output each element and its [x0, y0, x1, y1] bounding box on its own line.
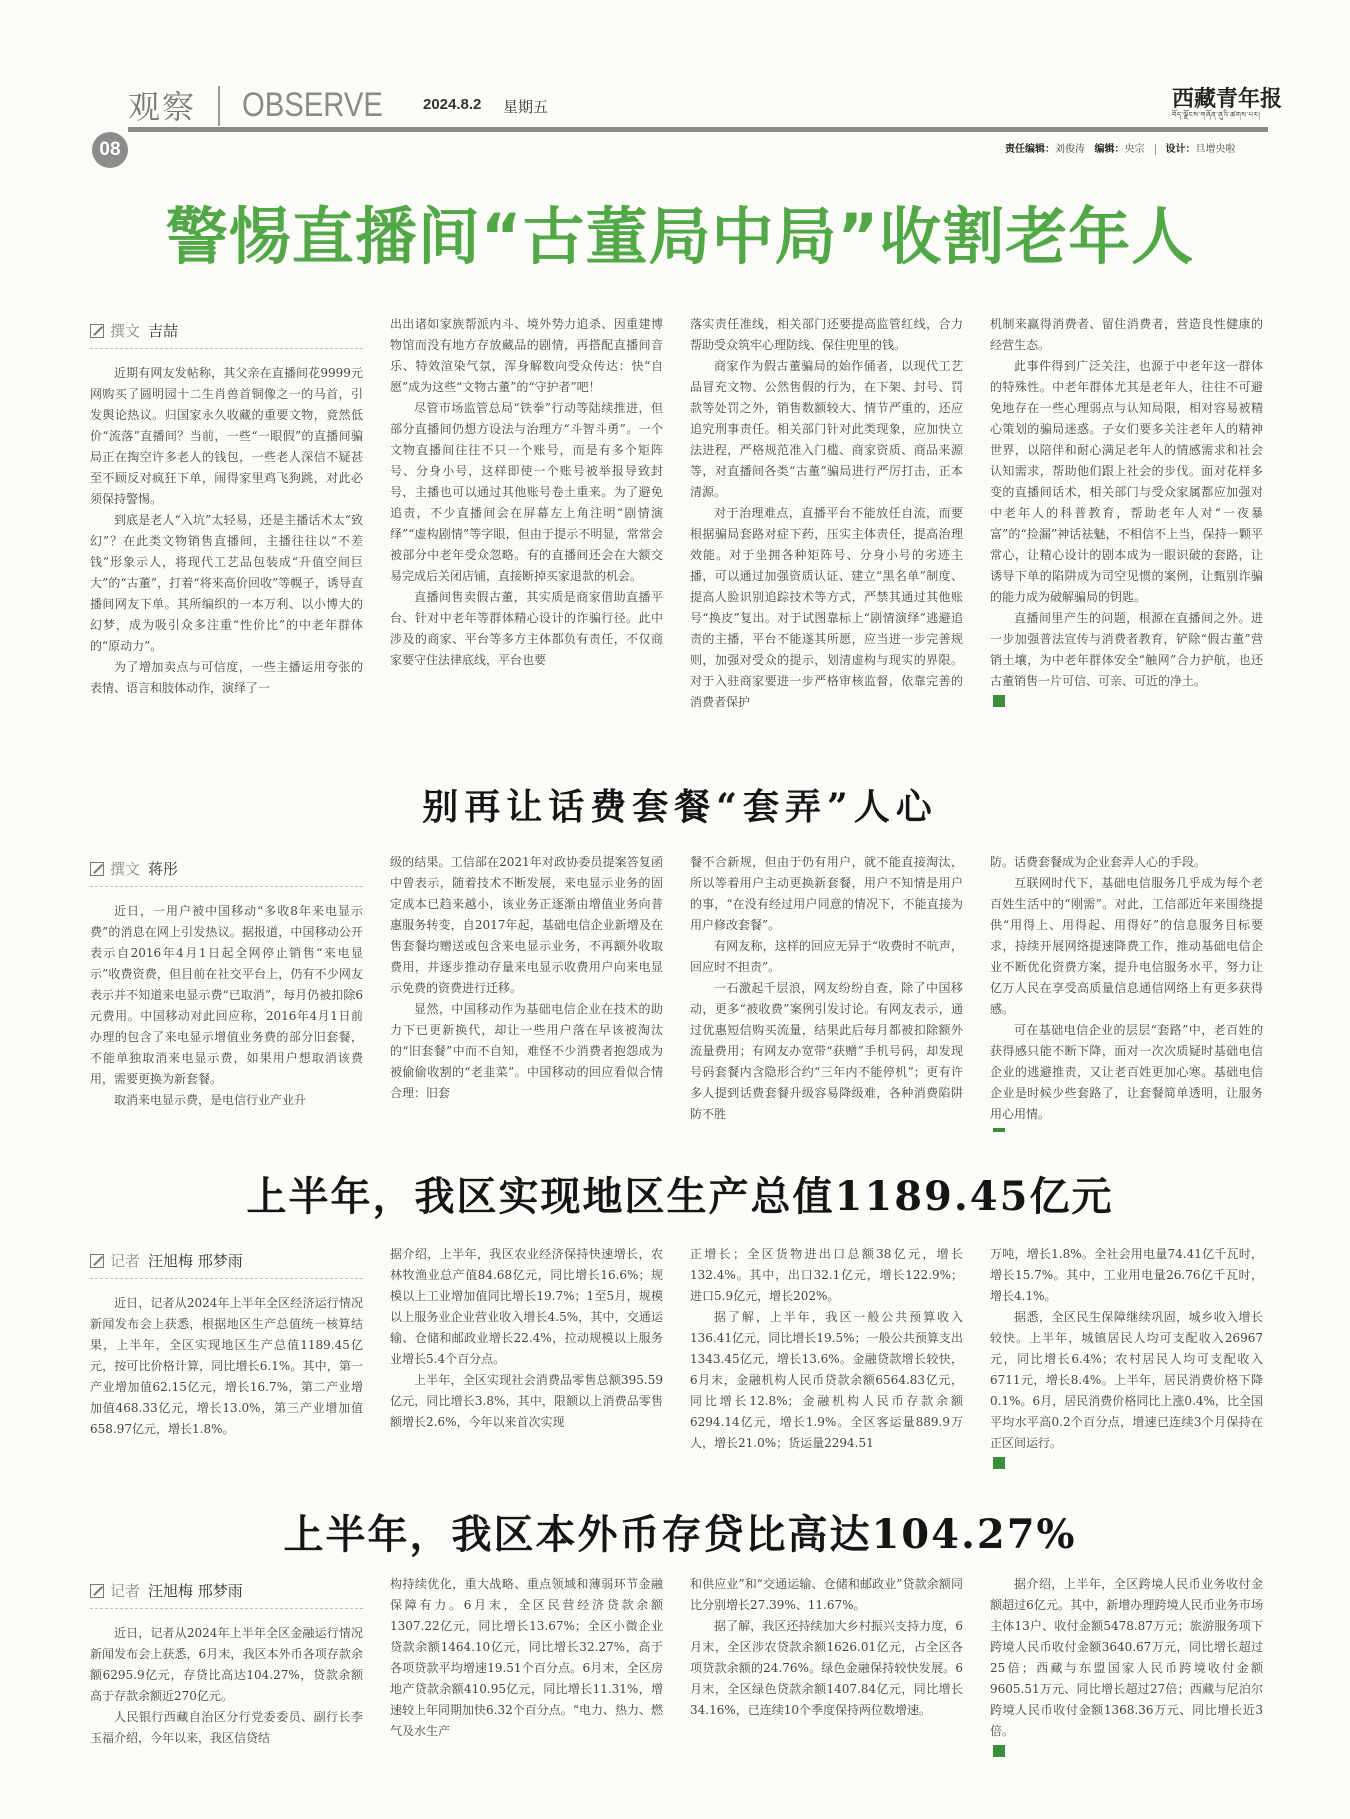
- paragraph: 出出诸如家族帮派内斗、境外势力追杀、因重建博物馆而没有地方存放藏品的剧情，再搭配直播间音乐、特效渲染气氛，浑身解数向受众传达：快“自愿”成为这些“文物古董”的“守护者”吧！: [390, 317, 663, 394]
- paragraph: 构持续优化，重大战略、重点领域和薄弱环节金融保障有力。6月末，全区民营经济贷款余额1307.22亿元，同比增长13.67%；全区小微企业贷款余额1464.10亿元，同比增长32.27%，高于各项贷款平均增速19.51个百分点。6月末，全区房地产贷款余额410.95亿元，同比增长11.31%，增速较上年同期加快6.32个百分点。“电力、热力、燃气及水生产: [390, 1577, 663, 1738]
- header-rule: [128, 127, 1268, 132]
- pen-icon: [90, 1254, 104, 1268]
- paragraph: 互联网时代下，基础电信服务几乎成为每个老百姓生活中的“刚需”。对此，工信部近年来围绕提供“用得上、用得起、用得好”的信息服务目标要求，持续开展网络提速降费工作，推动基础电信企业不断优化资费方案，提升电信服务水平，努力让亿万人民在享受高质量信息通信网络上有更多获得感。: [990, 876, 1263, 1016]
- paragraph: 尽管市场监管总局“铁拳”行动等陆续推进，但部分直播间仍想方设法与治理方“斗智斗勇”。一个文物直播间往往不只一个账号，而是有多个矩阵号、分身小号，这样即使一个账号被举报导致封号，主播也可以通过其他账号卷土重来。为了避免追责，不少直播间会在屏幕左上角注明“剧情演绎”“虚构剧情”等字眼，但由于提示不明显，常常会被部分中老年受众忽略。有的直播间还会在大额交易完成后关闭店铺，直接断掉买家退款的机会。: [390, 401, 663, 583]
- article4-column-1: [90, 1574, 363, 1774]
- headline-article4: 上半年，我区本外币存贷比高达104.27%: [283, 1511, 1077, 1558]
- article4-column-3: [690, 1574, 963, 1774]
- paragraph: 为了增加卖点与可信度，一些主播运用夸张的表情、语言和肢体动作，演绎了一: [90, 660, 363, 695]
- paragraph: 商家作为假古董骗局的始作俑者，以现代工艺品冒充文物、公然售假的行为，在下架、封号、罚款等处罚之外，销售数额较大、情节严重的，还应追究刑事责任。相关部门针对此类现象，应加快立法进程，严格规范准入门槛、商家资质、商品来源等，对直播间各类“古董”骗局进行严厉打击，正本清源。: [690, 359, 963, 499]
- section-title-cn: 观察: [128, 88, 197, 126]
- paragraph: 和供应业”和“交通运输、仓储和邮政业”贷款余额同比分别增长27.39%、11.67%。: [690, 1577, 963, 1612]
- pen-icon: [90, 862, 104, 876]
- article3-column-2: [390, 1244, 663, 1470]
- byline-author: 蒋彤: [148, 859, 179, 878]
- byline: [90, 852, 363, 887]
- article2-column-4: [990, 852, 1263, 1132]
- byline-role: 记者: [110, 1581, 141, 1600]
- article2-column-2: [390, 852, 663, 1132]
- pen-icon: [90, 324, 104, 338]
- section-title-en: OBSERVE: [242, 86, 383, 124]
- paragraph: 有网友称，这样的回应无异于“收费时不吭声，回应时不担责”。: [690, 939, 963, 974]
- paragraph: 近日，记者从2024年上半年全区经济运行情况新闻发布会上获悉，根据地区生产总值统一核算结果，上半年，全区实现地区生产总值1189.45亿元，按可比价格计算，同比增长6.1%。其中，第一产业增加值62.15亿元，增长16.7%，第二产业增加值468.33亿元，增长13.0%，第三产业增加值658.97亿元，增长1.8%。: [90, 1296, 363, 1436]
- paragraph: 据了解，上半年，我区一般公共预算收入136.41亿元，同比增长19.5%；一般公共预算支出1343.45亿元，增长13.6%。金融贷款增长较快，6月末，金融机构人民币贷款余额6564.83亿元，同比增长12.8%；金融机构人民币存款余额6294.14亿元，增长1.9%。全区客运量889.9万人，增长21.0%；货运量2294.51: [690, 1310, 963, 1450]
- paragraph: 近日，一用户被中国移动“多收8年来电显示费”的消息在网上引发热议。据报道，中国移动公开表示自2016年4月1日起全网停止销售“来电显示”收费资费，但目前在社交平台上，仍有不少网友表示并不知道来电显示费“已取消”，每月仍被扣除6元费用。中国移动对此回应称，2016年4月1日前办理的包含了来电显示增值业务费的部分旧套餐，不能单独取消来电显示费，如果用户想取消该费用，需要更换为新套餐。: [90, 904, 363, 1086]
- article-end-icon: [993, 1745, 1005, 1757]
- paragraph: 人民银行西藏自治区分行党委委员、副行长李玉福介绍，今年以来，我区信贷结: [90, 1710, 363, 1745]
- paragraph: 落实责任准线，相关部门还要提高监管红线，合力帮助受众筑牢心理防线、保住兜里的钱。: [690, 317, 963, 352]
- page-number-badge: 08: [92, 132, 128, 168]
- designer-name: 旦增央啦: [1195, 144, 1236, 155]
- pen-icon: [90, 1584, 104, 1598]
- paragraph: 取消来电显示费，是电信行业产业升: [114, 1093, 307, 1107]
- editor-label: 责任编辑：: [1005, 144, 1055, 155]
- byline-role: 记者: [110, 1251, 141, 1270]
- paragraph: 直播间售卖假古董，其实质是商家借助直播平台、针对中老年等群体精心设计的诈骗行径。此中涉及的商家、平台等多方主体都负有责任，不仅商家要守住法律底线，平台也要: [390, 590, 663, 667]
- headline-article1: 警惕直播间“古董局中局”收割老年人: [165, 200, 1195, 273]
- article-end-icon: [993, 1128, 1005, 1132]
- byline-role: 撰文: [110, 859, 141, 878]
- paragraph: 据介绍，上半年，全区跨境人民币业务收付金额超过6亿元。其中，新增办理跨境人民币业务市场主体13户、收付金额5478.87万元；旅游服务项下跨境人民币收付金额3640.67万元，同比增长超过25倍；西藏与东盟国家人民币跨境收付金额9605.51万元、同比增长超过27倍；西藏与尼泊尔跨境人民币收付金额1368.36万元、同比增长近3倍。: [990, 1577, 1263, 1738]
- paragraph: 正增长；全区货物进出口总额38亿元，增长132.4%。其中，出口32.1亿元，增长122.9%；进口5.9亿元，增长202%。: [690, 1247, 963, 1303]
- section-divider: [218, 86, 220, 126]
- paragraph: 直播间里产生的问题，根源在直播间之外。进一步加强普法宣传与消费者教育，铲除“假古董”营销土壤，为中老年群体安全“触网”合力护航，也还古董销售一片可信、可亲、可近的净土。: [990, 611, 1263, 688]
- paragraph: 防。话费套餐成为企业套弄人心的手段。: [990, 855, 1207, 869]
- paragraph: 此事件得到广泛关注，也源于中老年这一群体的特殊性。中老年群体尤其是老年人，往往不可避免地存在一些心理弱点与认知局限，相对容易被精心策划的骗局迷惑。子女们要多关注老年人的精神世界，以陪伴和耐心满足老年人的情感需求和社会认知需求，帮助他们跟上社会的步伐。面对花样多变的直播间话术，相关部门与受众家属都应加强对中老年人的科普教育，帮助老年人对“一夜暴富”的“捡漏”神话祛魅，不相信不上当，保持一颗平常心，让精心设计的剧本成为一眼识破的套路，让诱导下单的陷阱成为司空见惯的案例，让甄别诈骗的能力成为破解骗局的钥匙。: [990, 359, 1263, 604]
- article2-column-1: [90, 852, 363, 1132]
- paragraph: 近日，记者从2024年上半年全区金融运行情况新闻发布会上获悉，6月末，我区本外币各项存款余额6295.9亿元，存贷比高达104.27%，贷款余额高于存款余额近270亿元。: [90, 1626, 363, 1703]
- byline: [90, 1244, 363, 1279]
- paragraph: 对于治理难点，直播平台不能放任自流，而要根据骗局套路对症下药，压实主体责任，提高治理效能。对于坐拥各种矩阵号、分身小号的劣迹主播，可以通过加强资质认证、建立“黑名单”制度、提高人脸识别追踪技术等方式，严禁其通过其他账号“换皮”复出。对于试图靠标上“剧情演绎”逃避追责的主播，平台不能遂其所愿，应当进一步完善规则，加强对受众的提示，划清虚构与现实的界限。对于入驻商家要进一步严格审核监督，依靠完善的消费者保护: [690, 506, 963, 709]
- copy-editor-label: 编辑：: [1094, 144, 1125, 155]
- byline-author: 汪旭梅 邢梦雨: [148, 1581, 243, 1600]
- paragraph: 级的结果。工信部在2021年对政协委员提案答复函中曾表示，随着技术不断发展，来电显示业务的固定成本已趋来越小，该业务正逐渐由增值业务向普惠服务转变，自2017年起，基础电信企业新增及在售套餐均赠送或包含来电显示业务，不再额外收取费用，并逐步推动存量来电显示收费用户向来电显示免费的资费进行迁移。: [390, 855, 663, 995]
- article-end-icon: [993, 695, 1005, 707]
- paragraph: 上半年，全区实现社会消费品零售总额395.59亿元，同比增长3.8%，其中，限额以上消费品零售额增长2.6%，今年以来首次实现: [390, 1373, 663, 1429]
- byline-author: 汪旭梅 邢梦雨: [148, 1251, 243, 1270]
- article-end-icon: [993, 1457, 1005, 1469]
- headline-article3: 上半年，我区实现地区生产总值1189.45亿元: [246, 1173, 1114, 1220]
- paragraph: 可在基础电信企业的层层“套路”中，老百姓的获得感只能不断下降，面对一次次质疑时基础电信企业的逃避推责，又让老百姓更加心寒。基础电信企业是时候少些套路了，让套餐简单透明，让服务用心用情。: [990, 1023, 1263, 1121]
- article1-column-4: [990, 314, 1263, 738]
- paragraph: 据介绍，上半年，我区农业经济保持快速增长，农林牧渔业总产值84.68亿元，同比增长16.6%；规模以上工业增加值同比增长19.7%；1至5月，规模以上服务业企业营业收入增长4.5%，其中，交通运输、仓储和邮政业增长22.4%，拉动规模以上服务业增长5.4个百分点。: [390, 1247, 663, 1366]
- article4-column-4: [990, 1574, 1263, 1774]
- paragraph: 餐不合新规，但由于仍有用户，就不能直接淘汰，所以等着用户主动更换新套餐，用户不知情是用户的事，“在没有经过用户同意的情况下，不能直接为用户修改套餐”。: [690, 855, 963, 932]
- credits-divider: [1155, 144, 1156, 155]
- editor-name: 刘俊涛: [1055, 144, 1085, 155]
- article3-column-4: [990, 1244, 1263, 1470]
- article3-column-1: [90, 1244, 363, 1470]
- issue-date: 2024.8.2: [423, 96, 482, 113]
- byline: [90, 314, 363, 349]
- paragraph: 一石激起千层浪，网友纷纷自查，除了中国移动，更多“被收费”案例引发讨论。有网友表示，通过优惠短信购买流量，结果此后每月都被扣除额外流量费用；有网友办宽带“获赠”手机号码，却发现号码套餐内含隐形合约“三年内不能停机”；更有许多人提到话费套餐升级容易降级难，各种消费陷阱防不胜: [690, 981, 963, 1121]
- newspaper-logo: 西藏青年报: [1172, 86, 1283, 112]
- paragraph: 万吨，增长1.8%。全社会用电量74.41亿千瓦时，增长15.7%。其中，工业用电量26.76亿千瓦时，增长4.1%。: [990, 1247, 1263, 1303]
- credits: [1005, 140, 1236, 155]
- article1-column-3: [690, 314, 963, 738]
- paragraph: 机制来赢得消费者、留住消费者，营造良性健康的经营生态。: [990, 317, 1263, 352]
- article1-column-2: [390, 314, 663, 738]
- byline-role: 撰文: [110, 321, 141, 340]
- byline-author: 吉喆: [148, 321, 179, 340]
- designer-label: 设计：: [1165, 144, 1196, 155]
- paragraph: 近期有网友发帖称，其父亲在直播间花9999元网购买了圆明园十二生肖兽首铜像之一的马首，引发舆论热议。归国家永久收藏的重要文物，竟然低价“流落”直播间？当前，一些“一眼假”的直播间骗局正在掏空许多老人的钱包，一些老人深信不疑甚至不顾反对疯狂下单，闹得家里鸡飞狗跳，对此必须保持警惕。: [90, 366, 363, 506]
- copy-editor-name: 央宗: [1124, 144, 1145, 155]
- paragraph: 到底是老人“入坑”太轻易，还是主播话术太“致幻”？在此类文物销售直播间，主播往往以“不差钱”形象示人，将现代工艺品包装成“升值空间巨大”的“古董”，打着“将来高价回收”等幌子，诱导直播间网友下单。其所编织的一本万利、以小博大的幻梦，成为吸引众多注重“性价比”的中老年群体的“原动力”。: [90, 513, 363, 653]
- paragraph: 据了解，我区还持续加大乡村振兴支持力度，6月末，全区涉农贷款余额1626.01亿元，占全区各项贷款余额的24.76%。绿色金融保持较快发展。6月末，全区绿色贷款余额1407.84亿元，同比增长34.16%，已连续10个季度保持两位数增速。: [690, 1619, 963, 1717]
- article4-column-2: [390, 1574, 663, 1774]
- byline: [90, 1574, 363, 1609]
- article2-column-3: [690, 852, 963, 1132]
- paragraph: 显然，中国移动作为基础电信企业在技术的助力下已更新换代，却让一些用户落在早该被淘汰的“旧套餐”中而不自知，难怪不少消费者抱怨成为被偷偷收割的“老韭菜”。中国移动的回应看似合情合理：旧套: [390, 1002, 663, 1100]
- article1-column-1: [90, 314, 363, 738]
- article3-column-3: [690, 1244, 963, 1470]
- headline-article2: 别再让话费套餐“套弄”人心: [422, 786, 938, 828]
- newspaper-logo-tibetan: བོད་ལྗོངས་གཞོན་ནུའི་ཚགས་པར།: [1172, 111, 1261, 119]
- issue-weekday: 星期五: [503, 98, 549, 116]
- paragraph: 据悉，全区民生保障继续巩固，城乡收入增长较快。上半年，城镇居民人均可支配收入26967元，同比增长6.4%；农村居民人均可支配收入6711元，增长8.4%。上半年，居民消费价格下降0.1%。6月，居民消费价格同比上涨0.4%，比全国平均水平高0.2个百分点，增速已连续3个月保持在正区间运行。: [990, 1310, 1263, 1450]
